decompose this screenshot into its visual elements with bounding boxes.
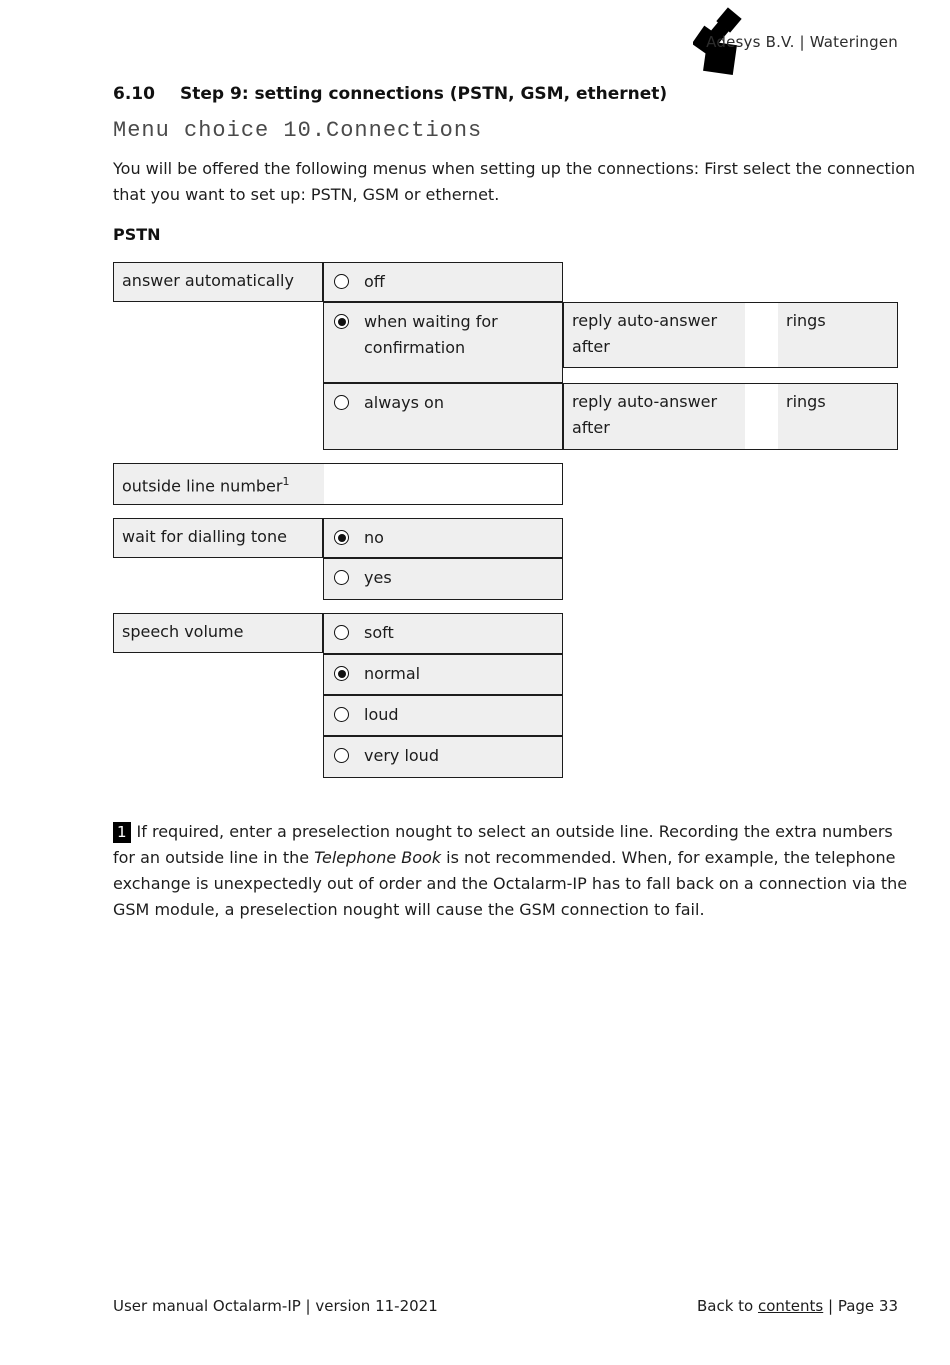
- menu-choice-line: Menu choice 10.Connections: [113, 118, 483, 143]
- radio-unselected-icon: [334, 570, 349, 585]
- option-very-loud: [323, 736, 563, 778]
- pstn-subheading: PSTN: [113, 225, 161, 244]
- company-name: Adesys B.V. | Wateringen: [706, 33, 898, 51]
- option-when-waiting: [323, 302, 563, 383]
- option-label: always on: [364, 393, 444, 412]
- answer-automatically-table: [113, 262, 898, 450]
- intro-paragraph: You will be offered the following menus when setting up the connections: First select the connection that you want to set up: PSTN, GSM or ethernet.: [113, 159, 916, 204]
- option-label: very loud: [364, 746, 439, 765]
- rings-unit-label: rings: [778, 384, 897, 449]
- speech-volume-table: [113, 613, 563, 778]
- footer-navigation: [697, 1297, 898, 1315]
- reply-auto-answer-label: reply auto-answer after: [564, 303, 745, 367]
- rings-value-field: [745, 303, 778, 367]
- option-normal: [323, 654, 563, 695]
- footnote-marker: 1: [113, 822, 131, 843]
- footnote-text: is not recommended. When, for example, the telephone exchange is unexpectedly out of order and the Octalarm-IP has to fall back on a connection via the GSM module, a preselection nought will cause the GSM connection to fail.: [113, 848, 908, 919]
- radio-unselected-icon: [334, 748, 349, 763]
- back-to-text: Back to: [696, 1297, 758, 1315]
- footer-document-info: User manual Octalarm-IP | version 11-2021: [113, 1297, 438, 1315]
- footnote-italic-text: Telephone Book: [314, 848, 442, 867]
- option-label: no: [364, 528, 384, 547]
- page-number: | Page 33: [823, 1297, 898, 1315]
- radio-unselected-icon: [334, 625, 349, 640]
- rings-unit-label: rings: [778, 303, 897, 367]
- contents-link[interactable]: contents: [757, 1297, 824, 1315]
- option-label: when waiting for confirmation: [364, 312, 498, 357]
- option-label: off: [364, 272, 385, 291]
- radio-unselected-icon: [334, 274, 349, 289]
- radio-selected-icon: [334, 666, 349, 681]
- radio-selected-icon: [334, 314, 349, 329]
- option-label: yes: [364, 568, 392, 587]
- wait-for-dialling-tone-label: wait for dialling tone: [113, 518, 323, 558]
- option-no: [323, 518, 563, 558]
- option-yes: [323, 558, 563, 600]
- speech-volume-label: speech volume: [113, 613, 323, 653]
- footnote-text: If required, enter a preselection nought to select an outside line. Recording the extra numbers for an outside line in the: [113, 822, 893, 867]
- reply-auto-answer-box: [563, 302, 898, 368]
- answer-automatically-label: answer automatically: [113, 262, 323, 302]
- radio-unselected-icon: [334, 395, 349, 410]
- outside-line-number-value-field: [324, 464, 562, 504]
- footnote-reference: 1: [282, 475, 290, 488]
- option-off: [323, 262, 563, 302]
- footnote-paragraph: [113, 819, 915, 923]
- option-label: normal: [364, 664, 421, 683]
- option-soft: [323, 613, 563, 654]
- section-title: Step 9: setting connections (PSTN, GSM, ethernet): [180, 84, 668, 104]
- outside-line-number-label: outside line number$^1$: [114, 464, 324, 504]
- rings-value-field: [745, 384, 778, 449]
- option-always-on: [323, 383, 563, 450]
- section-heading: [113, 84, 667, 104]
- section-number: 6.10: [113, 84, 155, 104]
- outside-line-number-box: [113, 463, 563, 505]
- option-label: soft: [364, 623, 394, 642]
- reply-auto-answer-box: [563, 383, 898, 450]
- option-label: loud: [364, 705, 399, 724]
- wait-for-dialling-tone-table: [113, 518, 563, 600]
- reply-auto-answer-label: reply auto-answer after: [564, 384, 745, 449]
- option-loud: [323, 695, 563, 736]
- radio-unselected-icon: [334, 707, 349, 722]
- radio-selected-icon: [334, 530, 349, 545]
